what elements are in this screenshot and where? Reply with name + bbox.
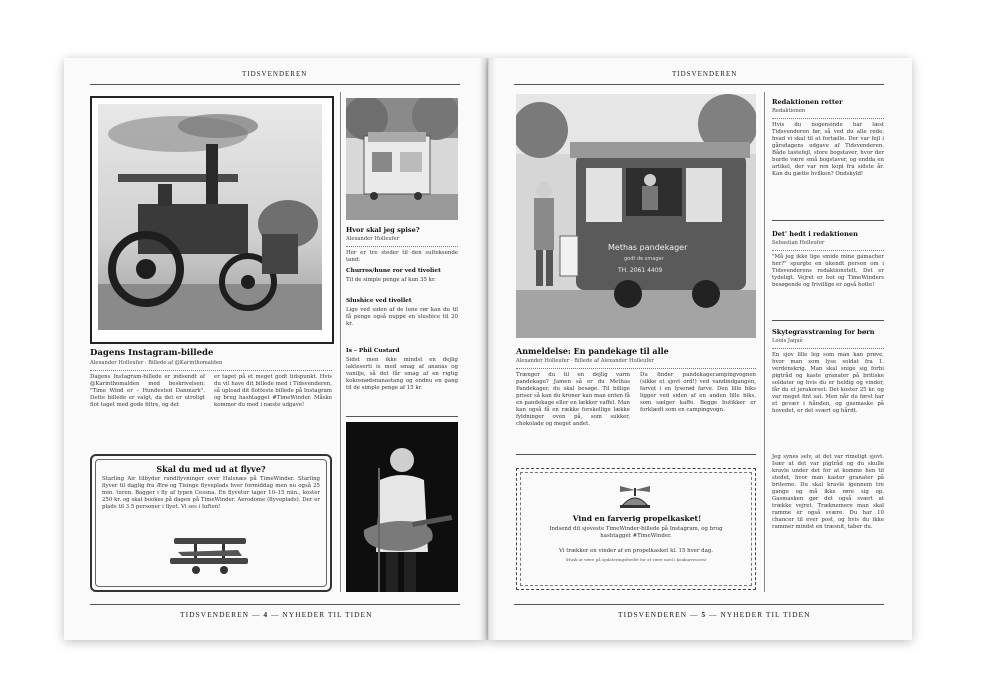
propeller-text: Indsend dit sjoveste TimeWinder-billede på Instagram, og brug hashtagget #TimeWinder.: [549, 526, 723, 539]
truck-phone: TH. 2061 4409: [618, 267, 663, 274]
left-page: [64, 58, 486, 640]
sidebar-rule: [346, 416, 458, 417]
eat-byline: Alexander Holleufer: [346, 236, 400, 242]
review-col2: Du finder pandekagecampingvognen (sikke et sjovt ord!) ved vandindgangen, farvet i en lyserød farve. Den lille biks ligger ved siden af en anden lille biks, som sælger kaffe. Begge butikker er forklædt som en campingvogn.: [640, 372, 756, 413]
sidebar-rule: [772, 320, 884, 321]
editor-text: Hvis du nogensinde har læst Tidsvenderen før, så ved du alle rede, hvad vi skal til at fortælle. Der var fejl i gårsdagens udgave af Tidsvenderen. Både tastefejl, store bogstaver, hvor der burde være små bogstaver, og endda en artikel, der var ren kopi fra sidste år. Kan du gætte hvilken? Ondskyld!: [772, 122, 884, 177]
sidebar-rule: [772, 220, 884, 221]
right-page: [488, 58, 912, 640]
truck-sign: Methas pandekager: [608, 243, 688, 252]
review-byline: Alexander Holleufer · Billede af Alexander Holleufer: [516, 358, 654, 364]
editor-title: Redaktionen retter: [772, 98, 843, 106]
review-col1: Trænger du til en dejlig varm pandekage? Jamen så er du Methas Pandekager, du skal besøge. Til billige priser så kan du kroner kan man enten få en pandekage eller en lækker vaffel. Man kan også få en række forskellige lække fyldninger oven på, som sukker, chokolade og meget andet.: [516, 372, 630, 427]
eat-intro: Her er tre steder til den sulteksende tand:: [346, 250, 458, 263]
footer-rule: [90, 604, 460, 605]
instagram-title: Dagens Instagram-billede: [90, 348, 214, 358]
truck-sub: godt de smager: [624, 256, 664, 262]
header-rule: [90, 84, 460, 85]
eat-text2: Lige ved siden af de lune rør kan du til få penge også nuppe en slushice til 20 kr.: [346, 307, 458, 327]
footer-right: TIDSVENDEREN — 5 — NYHEDER TIL TIDEN: [618, 610, 811, 619]
spine-shadow: [480, 58, 496, 640]
dotted-rule: [516, 368, 756, 369]
musician-photo: [346, 422, 458, 592]
column-divider: [340, 92, 341, 592]
shoot-text2: Jeg synes selv, at det var rimeligt sjovt. Især at det var pigtråd og du skulle kravle under det for at komme hen til stedet, hvor man kaster granater på briterne. Du skal kravle igennem tre gange og må ikke røre sig op. Gasmasken gør det også svært at trække vejret. Træknemere man skal ramme er også svære. Du har 10 chancer til ever post, og hvis du ikke rammer mindst en træsnit, taber du.: [772, 454, 884, 530]
propeller-small2: (Husk at være på opdateringsfeedet for at være med i konkurrencen): [565, 557, 707, 562]
food-stall-photo: [346, 98, 458, 220]
flight-text: Starling Air tilbyder rundflyvninger over Halsnæs på TimeWinder. Starling flyver til daglig fra Ærø og Tisinge flyveplads hver formiddag men nu også 25 min. turen. Bagger i fly af typen Cessna. En flyvetur tager 10–15 min., koster 250 kr. og skal bookes på dagen på TimeWinder. Aerodome (flyveplads). Der er plads til 3 5 personer i flyet. Vi ses i luften!: [102, 476, 320, 510]
page-number: 4: [263, 610, 269, 619]
shoot-text1: En sjov lille leg som man kan prøve, hvor man som lyse soldat fra 1. verdenskrig. Man skal snige sig forbi pigtråd og kaste granater på britiske soldater og hvis du er heldig og vinder, får du et jerakorset. Det koster 25 kr. og var meget fint sat. Men når du først har et gevær i hånden, og gasmaske på hovedet, er det svært og hårdt.: [772, 352, 884, 414]
eat-sub2: Slushice ved tivollet: [346, 298, 412, 304]
eat-sub3: Is – Phil Custard: [346, 348, 400, 354]
section-rule: [516, 454, 756, 455]
propeller-cap-icon: [616, 480, 654, 508]
dotted-rule: [90, 370, 332, 371]
propeller-title: Vind en farverig propelkasket!: [572, 514, 702, 523]
footer-title: TIDSVENDEREN: [618, 610, 688, 619]
dotted-rule: [772, 348, 884, 349]
hot-title: Det' hedt i redaktionen: [772, 230, 858, 238]
instagram-byline: Alexander Holleufer · Billede af @Karinthomalden: [90, 360, 223, 366]
dotted-rule: [772, 250, 884, 251]
instagram-col1: Dagens Instagram-billede er indsendt af @Karinthomalden med beskrivelsen: "Time Wind er – Hundested Danmark". Dette billede er valgt, da det er utroligt flot taget med gode filtre, og det: [90, 374, 205, 408]
flight-title: Skal du med ud at flyve?: [156, 464, 266, 474]
dotted-rule: [346, 246, 458, 247]
eat-title: Hvor skal jeg spise?: [346, 226, 420, 234]
steam-tractor-photo: [98, 104, 322, 330]
shoot-title: Skytegravstræning for børn: [772, 328, 875, 336]
running-head-right: TIDSVENDEREN: [672, 70, 738, 78]
hot-byline: Sebastian Holleufer: [772, 240, 825, 246]
footer-title: TIDSVENDEREN: [180, 610, 250, 619]
editor-byline: Redaktionen: [772, 108, 806, 114]
dotted-rule: [772, 118, 884, 119]
review-title: Anmeldelse: En pandekage til alle: [516, 346, 669, 356]
propeller-small1: Vi trækker en vinder af en propelkasket kl. 15 hver dag.: [559, 548, 713, 554]
instagram-col2: er taget på et meget godt tidspunkt. Hvis du vil have dit billede med i Tidsvenderen, så upload dit flotteste billede på Instagram og brug hashtagget #TimeWinder. Måske kommer du med i næste udgave!: [214, 374, 332, 408]
eat-sub1: Churros/hune ror ved tivoliet: [346, 268, 441, 274]
footer-left: TIDSVENDEREN — 4 — NYHEDER TIL TIDEN: [180, 610, 373, 619]
page-number: 5: [701, 610, 707, 619]
eat-text1: Til de simple penge af kun 35 kr.: [346, 277, 436, 283]
header-rule: [514, 84, 884, 85]
eat-text3: Sidst men ikke mindst en dejlig lakteserti is med smag af ananas og vanilje, så det får smag af en rigtig kokosnødsnanastang og endnu en gang til de simple penge af 15 kr.: [346, 357, 458, 391]
shoot-byline: Louis Jaquè: [772, 338, 803, 344]
footer-tagline: NYHEDER TIL TIDEN: [282, 610, 373, 619]
biplane-icon: [168, 532, 252, 576]
running-head-left: TIDSVENDEREN: [242, 70, 308, 78]
footer-tagline: NYHEDER TIL TIDEN: [720, 610, 811, 619]
hot-text: "Må jeg ikke lige smide mine gamacher her?" spurgte en ukendt person om i Tidsvenderens redaktionstelt. Det er tydeligt. Vejret er hot og TimeWinders besøgende og frivillige er også hotte!: [772, 254, 884, 288]
column-divider: [764, 92, 765, 592]
pancake-truck-photo: [516, 94, 756, 338]
footer-rule: [514, 604, 884, 605]
